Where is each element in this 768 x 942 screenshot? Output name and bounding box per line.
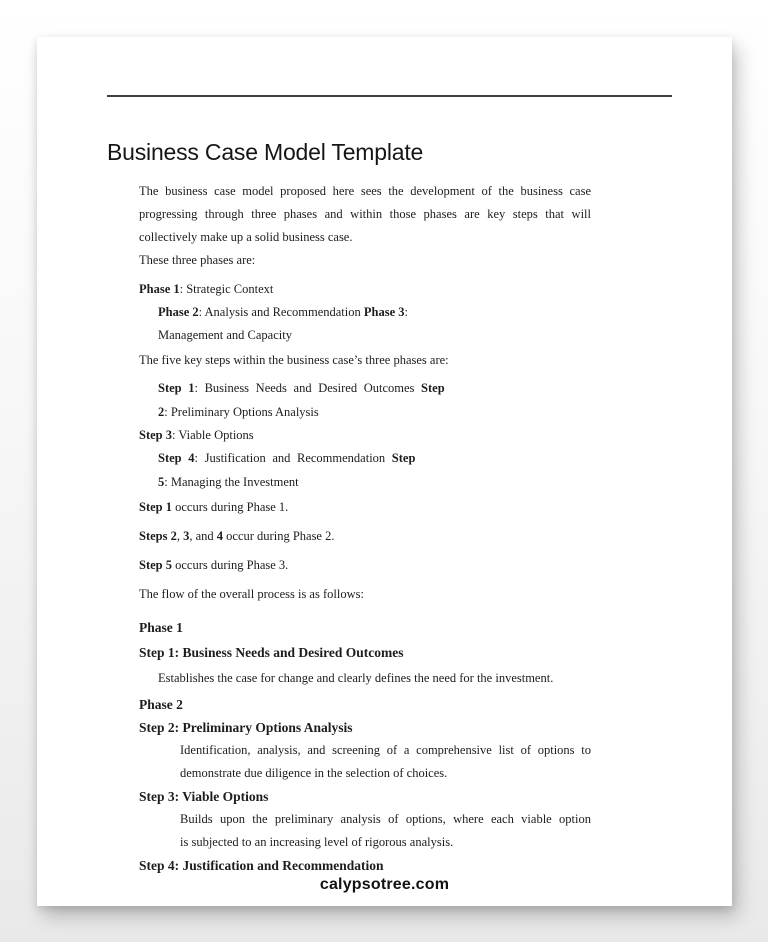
- text-segment: Builds upon the preliminary analysis of options, where each viable option: [180, 812, 591, 826]
- text-segment: Step 1: Business Needs and Desired Outcomes: [139, 645, 404, 660]
- text-segment: Step 1: [158, 381, 195, 395]
- text-line: [139, 583, 591, 606]
- document-page: [37, 37, 732, 906]
- text-segment: Step: [421, 381, 445, 395]
- text-line: [158, 447, 591, 470]
- text-line: [158, 301, 591, 324]
- heading-paragraph: [139, 616, 591, 639]
- text-line: [139, 693, 591, 716]
- text-line: [139, 226, 591, 249]
- text-line: [139, 496, 591, 519]
- text-line: [139, 349, 591, 372]
- text-segment: : Preliminary Options Analysis: [164, 405, 319, 419]
- text-segment: Steps 2: [139, 529, 177, 543]
- text-segment: 4: [216, 529, 224, 543]
- text-line: [139, 278, 591, 301]
- text-line: [139, 554, 591, 577]
- text-line: [139, 424, 591, 447]
- document-content: [139, 180, 591, 877]
- paragraph: [139, 667, 591, 690]
- text-segment: Phase 3: [363, 305, 405, 319]
- text-segment: Phase 2: [158, 305, 199, 319]
- text-segment: : Viable Options: [172, 428, 254, 442]
- footer-watermark: calypsotree.com: [319, 876, 450, 893]
- text-segment: Step 3: Viable Options: [139, 789, 269, 804]
- text-line: [139, 203, 591, 226]
- paragraph: [139, 554, 591, 577]
- text-segment: collectively make up a solid business case.: [139, 230, 353, 244]
- document-title: Business Case Model Template: [107, 139, 424, 165]
- text-segment: :: [404, 305, 408, 319]
- text-segment: The flow of the overall process is as follows:: [139, 587, 364, 601]
- text-line: [139, 641, 591, 664]
- text-line: [139, 854, 591, 877]
- text-segment: , and: [189, 529, 217, 543]
- text-segment: Step 4: [158, 451, 195, 465]
- paragraph: [139, 424, 591, 447]
- text-segment: Establishes the case for change and clearly defines the need for the investment.: [158, 671, 554, 685]
- header-rule: [107, 95, 672, 97]
- text-segment: Identification, analysis, and screening of a comprehensive list of options to: [180, 743, 591, 757]
- paragraph: [139, 349, 591, 372]
- text-segment: Step: [391, 451, 416, 465]
- text-segment: 5: [158, 475, 165, 489]
- paragraph: [139, 496, 591, 519]
- paragraph: [139, 377, 591, 400]
- text-segment: occurs during Phase 1.: [172, 500, 289, 514]
- text-line: [139, 249, 591, 272]
- text-segment: Step 1: [139, 500, 172, 514]
- text-line: [158, 401, 591, 424]
- text-segment: Phase 1: [139, 282, 180, 296]
- paragraph: [139, 525, 591, 548]
- text-segment: Phase 1: [139, 620, 183, 635]
- text-segment: Phase 2: [139, 697, 183, 712]
- text-line: [158, 667, 591, 690]
- paragraph: [139, 278, 591, 301]
- text-line: [139, 525, 591, 548]
- heading-paragraph: [139, 854, 591, 877]
- text-segment: ,: [176, 529, 184, 543]
- paragraph: [139, 249, 591, 272]
- text-segment: : Analysis and Recommendation: [198, 305, 364, 319]
- text-segment: The five key steps within the business case’s three phases are:: [139, 353, 449, 367]
- text-segment: 3: [183, 529, 190, 543]
- paragraph: [139, 324, 591, 347]
- text-segment: : Business Needs and Desired Outcomes: [194, 381, 422, 395]
- text-line: [139, 716, 591, 739]
- text-line: [158, 377, 591, 400]
- paragraph: [139, 447, 591, 470]
- text-line: [139, 616, 591, 639]
- text-segment: The business case model proposed here sees the development of the business case: [139, 184, 591, 198]
- heading-paragraph: [139, 785, 591, 808]
- text-segment: : Strategic Context: [179, 282, 274, 296]
- text-segment: : Managing the Investment: [164, 475, 299, 489]
- text-segment: occurs during Phase 3.: [172, 558, 289, 572]
- text-line: [180, 762, 591, 785]
- text-segment: progressing through three phases and within those phases are key steps that will: [139, 207, 591, 221]
- paragraph: [139, 808, 591, 854]
- text-segment: Step 2: Preliminary Options Analysis: [139, 720, 353, 735]
- text-line: [180, 831, 591, 854]
- text-line: [139, 180, 591, 203]
- heading-paragraph: [139, 693, 591, 716]
- paragraph: [139, 401, 591, 424]
- paragraph: [139, 301, 591, 324]
- text-segment: Management and Capacity: [158, 328, 292, 342]
- text-line: [180, 739, 591, 762]
- paragraph: [139, 180, 591, 249]
- text-line: [158, 471, 591, 494]
- text-segment: occur during Phase 2.: [223, 529, 335, 543]
- text-segment: Step 5: [139, 558, 172, 572]
- text-segment: Step 3: [139, 428, 172, 442]
- text-segment: 2: [158, 405, 165, 419]
- document-page-inner: [37, 37, 732, 877]
- text-segment: : Justification and Recommendation: [194, 451, 392, 465]
- text-line: [139, 785, 591, 808]
- text-line: [180, 808, 591, 831]
- text-segment: These three phases are:: [139, 253, 256, 267]
- paragraph: [139, 583, 591, 606]
- text-segment: is subjected to an increasing level of rigorous analysis.: [180, 835, 454, 849]
- text-segment: Step 4: Justification and Recommendation: [139, 858, 384, 873]
- heading-paragraph: [139, 641, 591, 664]
- paragraph: [139, 739, 591, 785]
- text-line: [158, 324, 591, 347]
- text-segment: demonstrate due diligence in the selection of choices.: [180, 766, 448, 780]
- heading-paragraph: [139, 716, 591, 739]
- paragraph: [139, 471, 591, 494]
